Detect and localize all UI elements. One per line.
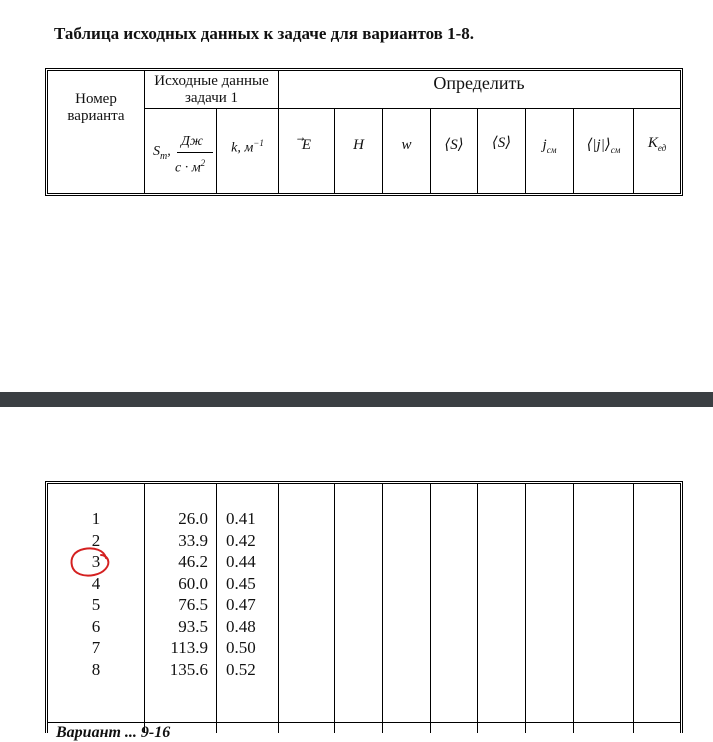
- source-data-header: Исходные данные задачи 1: [154, 73, 269, 106]
- row-divider: [48, 722, 680, 723]
- table-cell: 60.0: [178, 573, 208, 593]
- table-cell: 8: [91, 659, 101, 679]
- s-vector-avg-header: ⟨S⟩: [444, 137, 464, 153]
- table-cell: 0.50: [226, 638, 256, 657]
- table-cell: 0.45: [226, 573, 256, 593]
- col-divider: [477, 484, 478, 733]
- table-cell: 93.5: [178, 616, 208, 636]
- footer-text: Вариант ... 9-16: [56, 724, 171, 741]
- red-circle-annotation: [68, 544, 116, 580]
- table-cell: 0.42: [226, 530, 256, 550]
- table-cell: 46.2: [178, 552, 208, 571]
- data-table: [45, 481, 683, 733]
- col-divider: [216, 484, 217, 733]
- j-cm-header: $j_{см}$: [542, 137, 557, 155]
- table-cell: 6: [91, 616, 101, 636]
- table-cell: 113.9: [170, 638, 208, 657]
- col-divider: [525, 484, 526, 733]
- k-column: [226, 508, 278, 680]
- table-cell: 33.9: [178, 530, 208, 550]
- e-vector-header: E: [301, 137, 312, 153]
- page-separator: [0, 392, 713, 407]
- table-cell: 4: [91, 573, 101, 593]
- variant-column: [48, 508, 144, 680]
- row-divider: [144, 108, 680, 109]
- table-cell: 76.5: [178, 595, 208, 614]
- st-column: [145, 508, 208, 680]
- col-divider: [633, 484, 634, 733]
- table-cell: 5: [91, 595, 101, 614]
- col-divider: [430, 484, 431, 733]
- table-cell: 0.47: [226, 595, 256, 614]
- table-cell: 0.44: [226, 552, 256, 571]
- k-header: k, $м^{-1}$: [231, 138, 264, 156]
- table-cell: 1: [91, 509, 101, 528]
- col-divider: [573, 484, 574, 733]
- header-table: Номер варианта Исходные данные задачи 1 Определить $S_т$, Дж $с \cdot м^2$ k, $м^{-1}$ E H w ⟨S⟩ ⟨S⟩ $j_{см}$ $⟨|j|⟩_{см}$ $K_{ед}$: [45, 68, 683, 196]
- table-cell: 0.48: [226, 616, 256, 636]
- table-cell: 3: [91, 552, 101, 571]
- s-avg-header: ⟨S⟩: [491, 135, 512, 151]
- variant-header: Номер варианта: [67, 91, 125, 124]
- determine-header: Определить: [433, 73, 525, 93]
- table-cell: 2: [91, 530, 101, 550]
- table-cell: 0.41: [226, 509, 256, 528]
- col-divider: [382, 484, 383, 733]
- col-divider: [278, 484, 279, 733]
- table-cell: 7: [91, 638, 101, 657]
- h-vector-header: H: [353, 137, 364, 153]
- table-cell: 26.0: [178, 509, 208, 528]
- w-header: w: [401, 137, 412, 153]
- k-ed-header: $K_{ед}$: [647, 135, 667, 153]
- table-title: Таблица исходных данных к задаче для вариантов 1-8.: [54, 24, 475, 43]
- table-cell: 135.6: [169, 659, 208, 679]
- table-cell: 0.52: [226, 659, 256, 679]
- j-cm-avg-header: $⟨|j|⟩_{см}$: [586, 137, 621, 155]
- col-divider: [334, 484, 335, 733]
